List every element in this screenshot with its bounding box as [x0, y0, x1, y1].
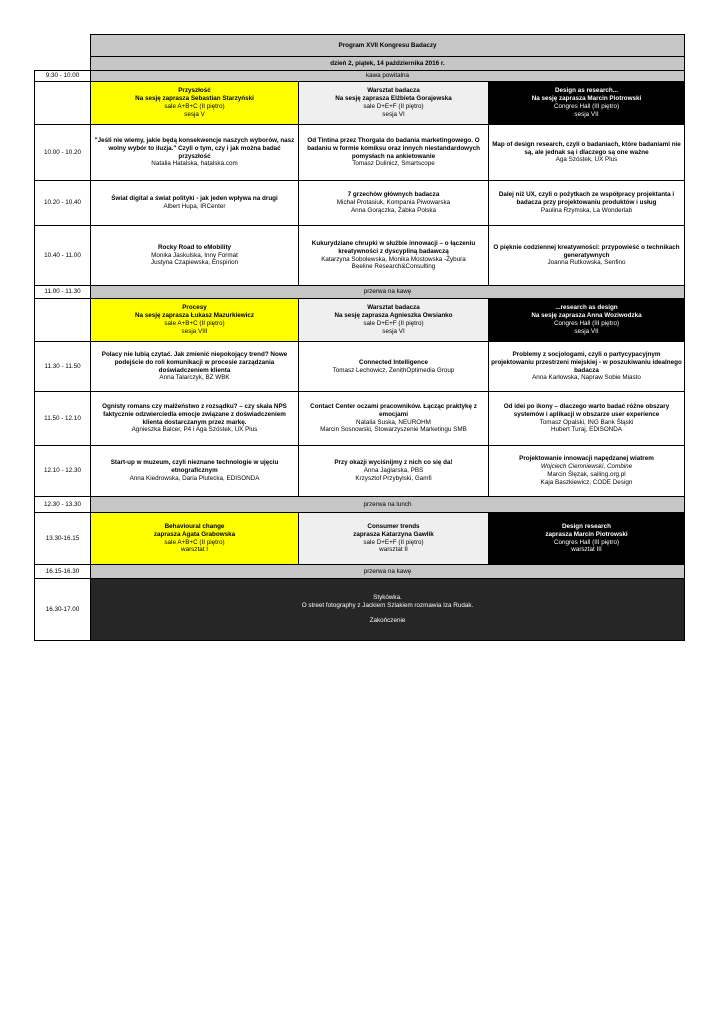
- workshop-host: zaprasza Katarzyna Gawlik: [353, 530, 434, 538]
- time-slot: 12.10 - 12.30: [35, 446, 91, 497]
- time-slot: 10.40 - 11.00: [35, 226, 91, 286]
- session-title: Przyszłość: [178, 87, 211, 95]
- session-room: sale A+B+C (II piętro): [164, 103, 225, 110]
- session-room: Congres Hall (III piętro): [553, 103, 620, 110]
- session-host: Na sesję zaprasza Sebastian Starzyński: [135, 95, 254, 103]
- workshop-number: warsztat II: [379, 546, 408, 554]
- talk-speaker: Agnieszka Balcer, P4 i Aga Szóstek, UX Plus: [131, 426, 258, 434]
- talk-title: Map of design research, czyli o badaniach, które badaniami nie są, ale jednak są i dlaczego są one ważne: [492, 140, 681, 156]
- workshop-room: sale D+E+F (II piętro): [363, 538, 424, 546]
- talk-cell: [299, 181, 489, 226]
- session-host: Na sesję zaprasza Agnieszka Owsianko: [334, 312, 453, 320]
- time-slot: 16.30-17.00: [35, 579, 91, 641]
- talk-cell: [299, 446, 489, 497]
- talk-speaker: Michał Protasiuk, Kompania Piwowarska: [336, 199, 451, 207]
- session-room: sale D+E+F (II piętro): [363, 320, 424, 327]
- closing-line: Zakończenie: [369, 617, 406, 625]
- session-number: sesja VI: [382, 327, 405, 335]
- talk-speaker: Aga Szóstek, UX Plus: [555, 156, 618, 164]
- session-host: Na sesję zaprasza Marcin Piotrowski: [531, 95, 642, 103]
- talk-title: Rocky Road to eMobility: [157, 243, 232, 251]
- talk-speaker: Marcin Ślęzak, sailing.org.pl: [547, 471, 626, 478]
- break-row: przerwa na lunch: [91, 497, 685, 513]
- break-row: przerwa na kawę: [91, 565, 685, 579]
- session-header-yellow: [91, 82, 299, 125]
- talk-title: Start-up w muzeum, czyli nieznane technologie w ujęciu etnograficznym: [110, 459, 279, 475]
- talk-title: Problemy z socjologami, czyli o partycypacyjnym projektowaniu przestrzeni miejskiej - w poszukiwaniu idealnego badacza: [491, 350, 682, 374]
- talk-title: Świat digital a świat polityki - jak jeden wpływa na drugi: [111, 195, 278, 203]
- time-slot: 12.30 - 13.30: [35, 497, 91, 513]
- session-header-black: [489, 82, 685, 125]
- talk-cell: [489, 226, 685, 286]
- talk-title: Contact Center oczami pracowników. Łącząc praktykę z emocjami: [310, 402, 477, 418]
- workshop-number: warsztat III: [571, 546, 602, 554]
- talk-speaker: Tomasz Opalski, ING Bank Śląski: [539, 418, 634, 426]
- talk-title: O pięknie codziennej kreatywności: przypowieść o technikach generatywnych: [493, 243, 680, 259]
- closing-line: O street fotography z Jackiem Szlakiem rozmawia Iza Rudak.: [301, 601, 474, 609]
- session-room: sale D+E+F (II piętro): [363, 103, 424, 110]
- session-header-light: [299, 299, 489, 342]
- workshop-title: Consumer trends: [367, 522, 420, 530]
- time-slot: [35, 299, 91, 342]
- talk-cell: [299, 125, 489, 181]
- talk-speaker: Joanna Rutkowska, Senfino: [547, 259, 626, 267]
- talk-cell: [91, 125, 299, 181]
- corner-empty: [35, 57, 91, 71]
- corner-empty: [35, 35, 91, 57]
- session-host: Na sesję zaprasza Elżbieta Gorajewska: [335, 95, 452, 103]
- talk-cell: [91, 226, 299, 286]
- program-date-text: dzień 2, piątek, 14 października 2016 r.: [330, 59, 445, 67]
- session-number: sesja V: [184, 110, 205, 118]
- talk-title: "Jeśli nie wiemy, jakie będą konsekwencje naszych wyborów, nasz wolny wybór to iluzja." Czyli o tym, czy i jak można badać przyszłość: [94, 136, 295, 160]
- workshop-number: warsztat I: [181, 546, 208, 554]
- workshop-header-black: [489, 513, 685, 565]
- talk-speaker: Krzysztof Przybylski, Gamfi: [355, 474, 432, 482]
- talk-title: Od Tintina przez Thorgala do badania marketingowego. O badaniu w formie komiksu oraz innych niestandardowych pomysłach na ankietowanie: [307, 136, 480, 160]
- session-host: Na sesję zaprasza Anna Woziwodzka: [531, 312, 642, 320]
- talk-cell: [299, 392, 489, 446]
- talk-speaker: Anna Talarczyk, BZ WBK: [159, 374, 230, 382]
- talk-cell: [489, 181, 685, 226]
- program-table: [34, 34, 685, 641]
- talk-speaker: Beeline Research&Consulting: [351, 263, 436, 271]
- workshop-title: Behavioural change: [164, 522, 225, 530]
- closing-cell: [91, 579, 685, 641]
- session-title: Procesy: [182, 304, 207, 312]
- workshop-title: Design research: [561, 522, 611, 530]
- talk-cell: [91, 392, 299, 446]
- talk-speaker: Katarzyna Sobolewska, Monika Mostowska -Żybura: [321, 255, 466, 263]
- workshop-room: Congres Hall (III piętro): [553, 538, 620, 546]
- time-slot: 10.20 - 10.40: [35, 181, 91, 226]
- talk-speaker: Tomasz Dulinicz, Smartscope: [352, 160, 435, 168]
- talk-cell: [299, 342, 489, 392]
- talk-speaker: Justyna Czapiewska, Enspirion: [150, 259, 239, 267]
- session-header-yellow: [91, 299, 299, 342]
- talk-speaker: Anna Karłowska, Napraw Sobie Miasto: [532, 374, 641, 382]
- program-title-text: Program XVII Kongresu Badaczy: [338, 41, 437, 49]
- talk-speaker: Natalia Hatalska, hatalska.com: [151, 160, 238, 168]
- talk-cell: [489, 125, 685, 181]
- time-slot: 10.00 - 10.20: [35, 125, 91, 181]
- session-number: sesja VII: [574, 110, 599, 118]
- talk-speaker: Tomasz Lechowicz, ZenithOptimedia Group: [332, 366, 455, 374]
- talk-cell: [299, 226, 489, 286]
- workshop-header-yellow: [91, 513, 299, 565]
- session-number: sesja VII: [574, 327, 599, 335]
- program-date: [91, 57, 685, 71]
- talk-title: Projektowanie innowacji napędzanej wiatrem: [519, 455, 654, 463]
- talk-title: Ognisty romans czy małżeństwo z rozsądku? – czy skala NPS faktycznie odzwierciedla emocje związane z doświadczeniem klienta dostarczanym przez markę.: [102, 402, 287, 426]
- talk-title: Dalej niż UX, czyli o pożytkach ze współpracy projektanta i badacza przy projektowaniu produktów i usług: [498, 191, 675, 207]
- session-number: sesja VI: [382, 110, 405, 118]
- workshop-host: zaprasza Agata Grabowska: [153, 530, 236, 538]
- talk-cell: [91, 181, 299, 226]
- session-host: Na sesję zaprasza Łukasz Mazurkiewicz: [135, 312, 254, 320]
- time-slot: 16.15-16.30: [35, 565, 91, 579]
- break-row: przerwa na kawę: [91, 286, 685, 299]
- talk-title: Kukurydziane chrupki w służbie innowacji – o łączeniu kreatywności z dyscypliną badawczą: [311, 239, 476, 255]
- program-title: [91, 35, 685, 57]
- session-title: Warsztat badacza: [367, 87, 420, 95]
- time-slot: [35, 82, 91, 125]
- break-row: kawa powitalna: [91, 71, 685, 82]
- time-slot: 11.30 - 11.50: [35, 342, 91, 392]
- time-slot: 11.00 - 11.30: [35, 286, 91, 299]
- session-room: sale A+B+C (II piętro): [164, 320, 225, 327]
- talk-speaker: Kaja Baszkiewicz, CODE Design: [540, 478, 633, 486]
- talk-title: Od idei po ikony – dlaczego warto badać różne obszary systemów i aplikacji w obszarze user experience: [503, 402, 670, 418]
- talk-title: 7 grzechów głównych badacza: [347, 191, 440, 199]
- talk-speaker: Albert Hupa, IRCenter: [163, 203, 226, 210]
- workshop-room: sale A+B+C (II piętro): [164, 538, 225, 546]
- session-room: Congres Hall (III piętro): [553, 320, 620, 327]
- talk-speaker: Anna Jaglarska, PBS: [363, 467, 424, 475]
- talk-cell: [489, 392, 685, 446]
- talk-cell: [91, 342, 299, 392]
- closing-line: Stykówka.: [373, 593, 402, 601]
- time-slot: 9.30 - 10.00: [35, 71, 91, 82]
- talk-speaker: Natalia Suska, NEUROHM: [356, 418, 431, 426]
- talk-cell: [91, 446, 299, 497]
- session-title: Warsztat badacza: [367, 304, 420, 312]
- talk-speaker: Hubert Turaj, EDISONDA: [550, 426, 623, 434]
- time-slot: 11.50 - 12.10: [35, 392, 91, 446]
- time-slot: 13.30-16.15: [35, 513, 91, 565]
- talk-speaker: Paulina Rzymska, La Wonderlab: [540, 206, 633, 214]
- talk-cell: [489, 446, 685, 497]
- talk-speaker: Marcin Sosnowski, Stowarzyszenie Marketingu SMB: [320, 426, 467, 434]
- talk-cell: [489, 342, 685, 392]
- talk-speaker: Wojciech Ciemniewski, Combine: [540, 463, 633, 471]
- session-title: Design as research...: [554, 87, 618, 95]
- talk-title: Polacy nie lubią czytać. Jak zmienić niepokojący trend? Nowe podejście do roli komunikacji w procesie zarządzania doświadczeniem klienta: [101, 350, 288, 374]
- session-header-light: [299, 82, 489, 125]
- session-title: ...research as design: [555, 304, 618, 312]
- workshop-header-light: [299, 513, 489, 565]
- talk-speaker: Anna Kiedrowska, Daria Plutecka, EDISONDA: [129, 474, 260, 482]
- workshop-host: zaprasza Marcin Piotrowski: [545, 530, 628, 538]
- talk-title: Przy okazji wyciśnijmy z nich co się da!: [334, 459, 453, 467]
- talk-title: Connected Intelligence: [359, 358, 428, 366]
- talk-speaker: Anna Gorączka, Żabka Polska: [350, 206, 437, 214]
- session-header-black: [489, 299, 685, 342]
- talk-speaker: Monika Jaskulska, Inny Format: [151, 251, 238, 259]
- session-number: sesja VIII: [181, 327, 208, 335]
